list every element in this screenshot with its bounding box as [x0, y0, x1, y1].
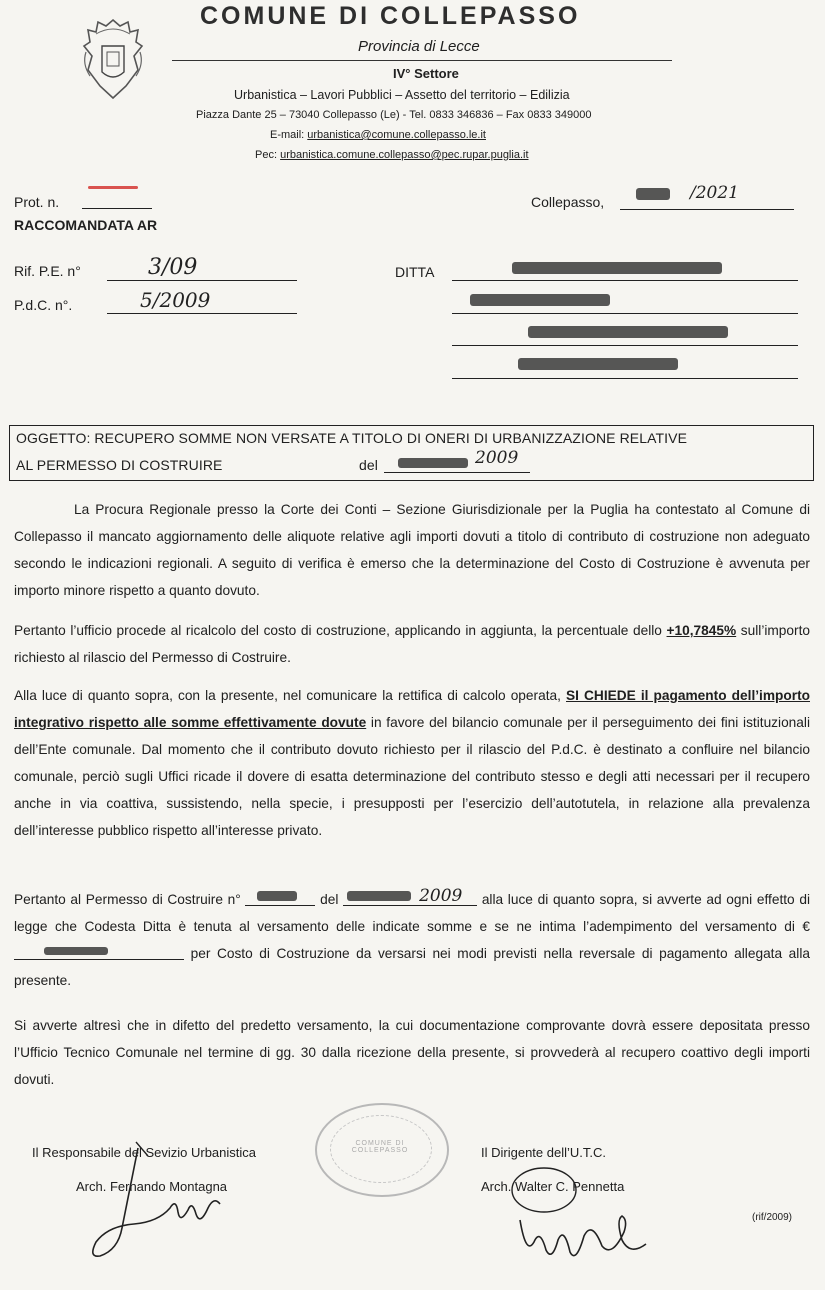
left-signer-name: Arch. Fernando Montagna: [76, 1179, 228, 1194]
stamp-text: COMUNE DI COLLEPASSO: [351, 1140, 409, 1154]
date-redaction: [636, 188, 670, 200]
paragraph-5: Si avverte altresì che in difetto del predetto versamento, la cui documentazione comprovante dovrà essere depositata presso l’Ufficio Tecnico Comunale nel termine di gg. 30 dalla ricezione della presente, si provvederà al recupero coattivo degli importi dovuti.: [14, 1018, 810, 1087]
amount-field: [14, 945, 184, 960]
raccomandata-label: RACCOMANDATA AR: [14, 217, 158, 233]
subject-date-line: [384, 472, 530, 473]
ditta-redaction-3: [528, 326, 728, 338]
coat-of-arms-logo: [76, 16, 150, 104]
percentage-highlight: +10,7845%: [666, 623, 737, 638]
ditta-line-1: [452, 280, 798, 281]
pec-link[interactable]: urbanistica.comune.collepasso@pec.rupar.puglia.it: [280, 149, 529, 161]
permit-number-field: [245, 891, 315, 906]
pdc-label: P.d.C. n°.: [14, 297, 73, 313]
sector-label: IV° Settore: [393, 66, 459, 81]
municipality-title: COMUNE DI COLLEPASSO: [200, 2, 581, 30]
subject-line-2: AL PERMESSO DI COSTRUIRE: [16, 457, 223, 473]
pdc-line: [107, 313, 297, 314]
permit-date-field: 2009: [343, 891, 477, 906]
paragraph-1: La Procura Regionale presso la Corte dei Conti – Sezione Giurisdizionale per la Puglia ha contestato al Comune di Collepasso il mancato aggiornamento delle aliquote relative agli importi dovuti a titolo di contributo di costruzione non adeguato secondo le indicazioni regionali. A seguito di verifica è emerso che la determinazione del Costo di Costruzione è avvenuta per importo minore rispetto a quanto dovuto.: [14, 502, 810, 598]
paragraph-3: Alla luce di quanto sopra, con la presente, nel comunicare la rettifica di calcolo operata, SI CHIEDE il pagamento dell’importo integrativo rispetto alle somme effettivamente dovute in favore del bilancio comunale per il perseguimento dei fini istituzionali dell’Ente comunale. Dal momento che il contributo dovuto richiesto per il rilascio del P.d.C. è destinato a confluire nel bilancio comunale, perciò sugli Uffici ricade il dovere di esatta determinazione del contributo stesso e degli atti necessari per il recupero anche in via coattiva, sussistendo, nella specie, i presupposti per l’esercizio dell’autotutela, in relazione alla prevalenza dell’interesse pubblico rispetto all’interesse privato.: [14, 688, 810, 838]
place-label: Collepasso,: [531, 194, 605, 210]
rif-line: [107, 280, 297, 281]
date-line: [620, 209, 794, 210]
paragraph-2: Pertanto l’ufficio procede al ricalcolo del costo di costruzione, applicando in aggiunta, la percentuale dello +10,7845% sull’importo richiesto al rilascio del Permesso di Costruire.: [14, 623, 811, 665]
subject-date-redaction: [398, 458, 468, 468]
rif-label: Rif. P.E. n°: [14, 263, 81, 279]
header-divider: [172, 60, 672, 61]
pec-line: Pec: urbanistica.comune.collepasso@pec.rupar.puglia.it: [255, 149, 529, 161]
ditta-line-2: [452, 313, 798, 314]
email-line: E-mail: urbanistica@comune.collepasso.le.it: [270, 129, 486, 141]
subject-year: 2009: [475, 448, 519, 468]
email-link[interactable]: urbanistica@comune.collepasso.le.it: [307, 129, 486, 141]
subject-line-1: OGGETTO: RECUPERO SOMME NON VERSATE A TITOLO DI ONERI DI URBANIZZAZIONE RELATIVE: [16, 430, 688, 446]
province-label: Provincia di Lecce: [358, 38, 480, 55]
right-signer-name: Arch. Walter C. Pennetta: [481, 1179, 625, 1194]
prot-red-mark: [88, 186, 138, 189]
address-line: Piazza Dante 25 – 73040 Collepasso (Le) - Tel. 0833 346836 – Fax 0833 349000: [196, 109, 592, 121]
ditta-line-4: [452, 378, 798, 379]
payment-request-highlight: SI CHIEDE il pagamento dell’importo integrativo rispetto alle somme effettivamente dovute: [14, 688, 810, 730]
pdc-value: 5/2009: [140, 288, 211, 312]
ditta-redaction-2: [470, 294, 610, 306]
prot-label: Prot. n.: [14, 194, 60, 210]
rif-value: 3/09: [148, 255, 198, 280]
left-signer-role: Il Responsabile del Sevizio Urbanistica: [32, 1145, 257, 1160]
date-value: /2021: [690, 183, 739, 203]
ditta-redaction-1: [512, 262, 722, 274]
ditta-redaction-4: [518, 358, 678, 370]
reference-code: (rif/2009): [752, 1212, 793, 1223]
right-handwritten-signature: [500, 1160, 660, 1270]
ditta-line-3: [452, 345, 798, 346]
departments-line: Urbanistica – Lavori Pubblici – Assetto del territorio – Edilizia: [234, 88, 570, 102]
ditta-label: DITTA: [395, 264, 435, 280]
left-handwritten-signature: [78, 1138, 228, 1268]
subject-del-label: del: [359, 457, 378, 473]
right-signer-role: Il Dirigente dell’U.T.C.: [481, 1145, 606, 1160]
paragraph-4: Pertanto al Permesso di Costruire n° del 2009 alla luce di quanto sopra, si avverte ad ogni effetto di legge che Codesta Ditta è tenuta al versamento delle indicate somme e se ne intima l’adempimento del versamento di € per Costo di Costruzione da versarsi nei modi previsti nella reversale di pagamento allegata alla presente.: [14, 886, 811, 988]
prot-line: [82, 208, 152, 209]
